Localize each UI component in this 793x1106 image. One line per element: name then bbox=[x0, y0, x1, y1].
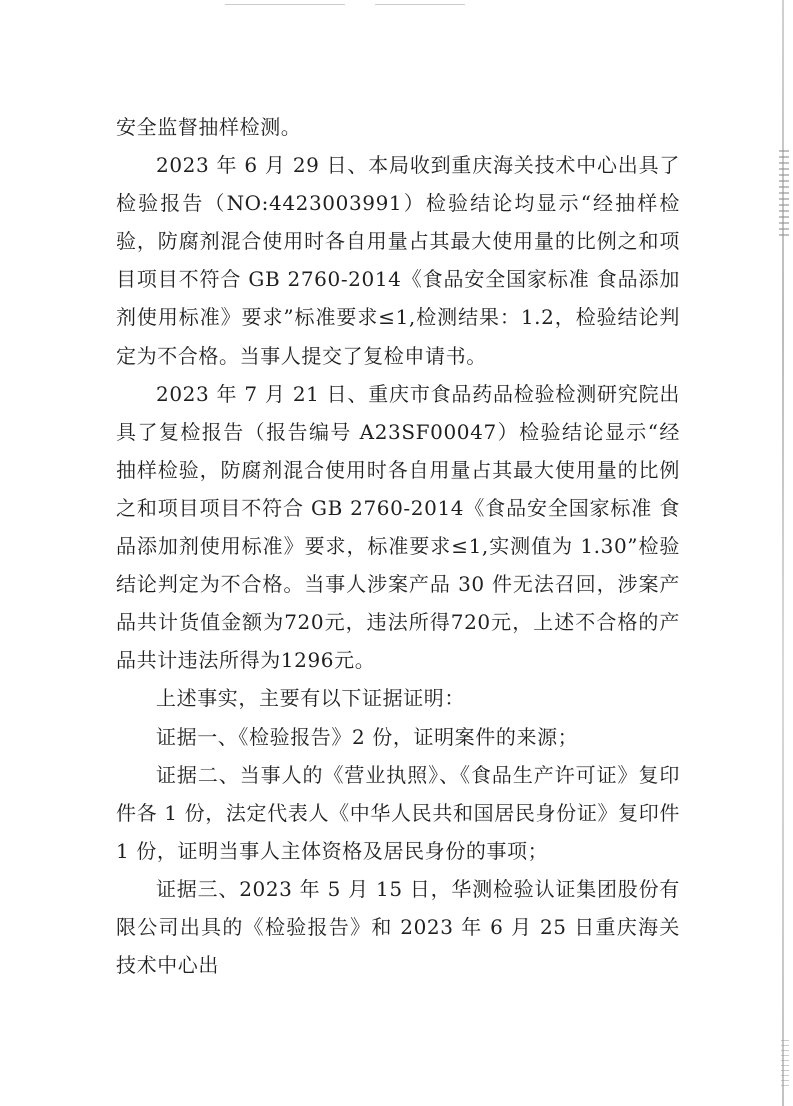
scan-artifact-top bbox=[225, 0, 525, 10]
paragraph-recheck-report: 2023 年 7 月 21 日、重庆市食品药品检验检测研究院出具了复检报告（报告编号 A23SF00047）检验结论显示“经抽样检验，防腐剂混合使用时各自用量占其最大使用量的比例之和项目项目不符合 GB 2760-2014《食品安全国家标准 食品添加剂使用标准》要求，标准要求≤1,实测值为 1.30”检验结论判定为不合格。当事人涉案产品 30 件无法召回，涉案产品共计货值金额为720元，违法所得720元，上述不合格的产品共计违法所得为1296元。 bbox=[116, 381, 680, 673]
paragraph-evidence-3: 证据三、2023 年 5 月 15 日，华测检验认证集团股份有限公司出具的《检验报告》和 2023 年 6 月 25 日重庆海关技术中心出 bbox=[116, 876, 680, 978]
paragraph-evidence-2: 证据二、当事人的《营业执照》、《食品生产许可证》复印件各 1 份，法定代表人《中华人民共和国居民身份证》复印件 1 份，证明当事人主体资格及居民身份的事项； bbox=[116, 762, 680, 863]
paragraph-evidence-1: 证据一、《检验报告》2 份，证明案件的来源； bbox=[156, 724, 579, 749]
paragraph-inspection-report: 2023 年 6 月 29 日、本局收到重庆海关技术中心出具了检验报告（NO:4423003991）检验结论均显示“经抽样检验，防腐剂混合使用时各自用量占其最大使用量的比例之和项目项目不符合 GB 2760-2014《食品安全国家标准 食品添加剂使用标准》要求”标准要求≤1,检测结果：1.2，检验结论判定为不合格。当事人提交了复检申请书。 bbox=[116, 153, 680, 368]
paragraph-continuation: 安全监督抽样检测。 bbox=[116, 115, 302, 139]
document-body bbox=[116, 108, 680, 984]
paragraph-evidence-intro: 上述事实，主要有以下证据证明： bbox=[156, 686, 465, 711]
scan-artifact-right-edge bbox=[775, 0, 793, 1106]
